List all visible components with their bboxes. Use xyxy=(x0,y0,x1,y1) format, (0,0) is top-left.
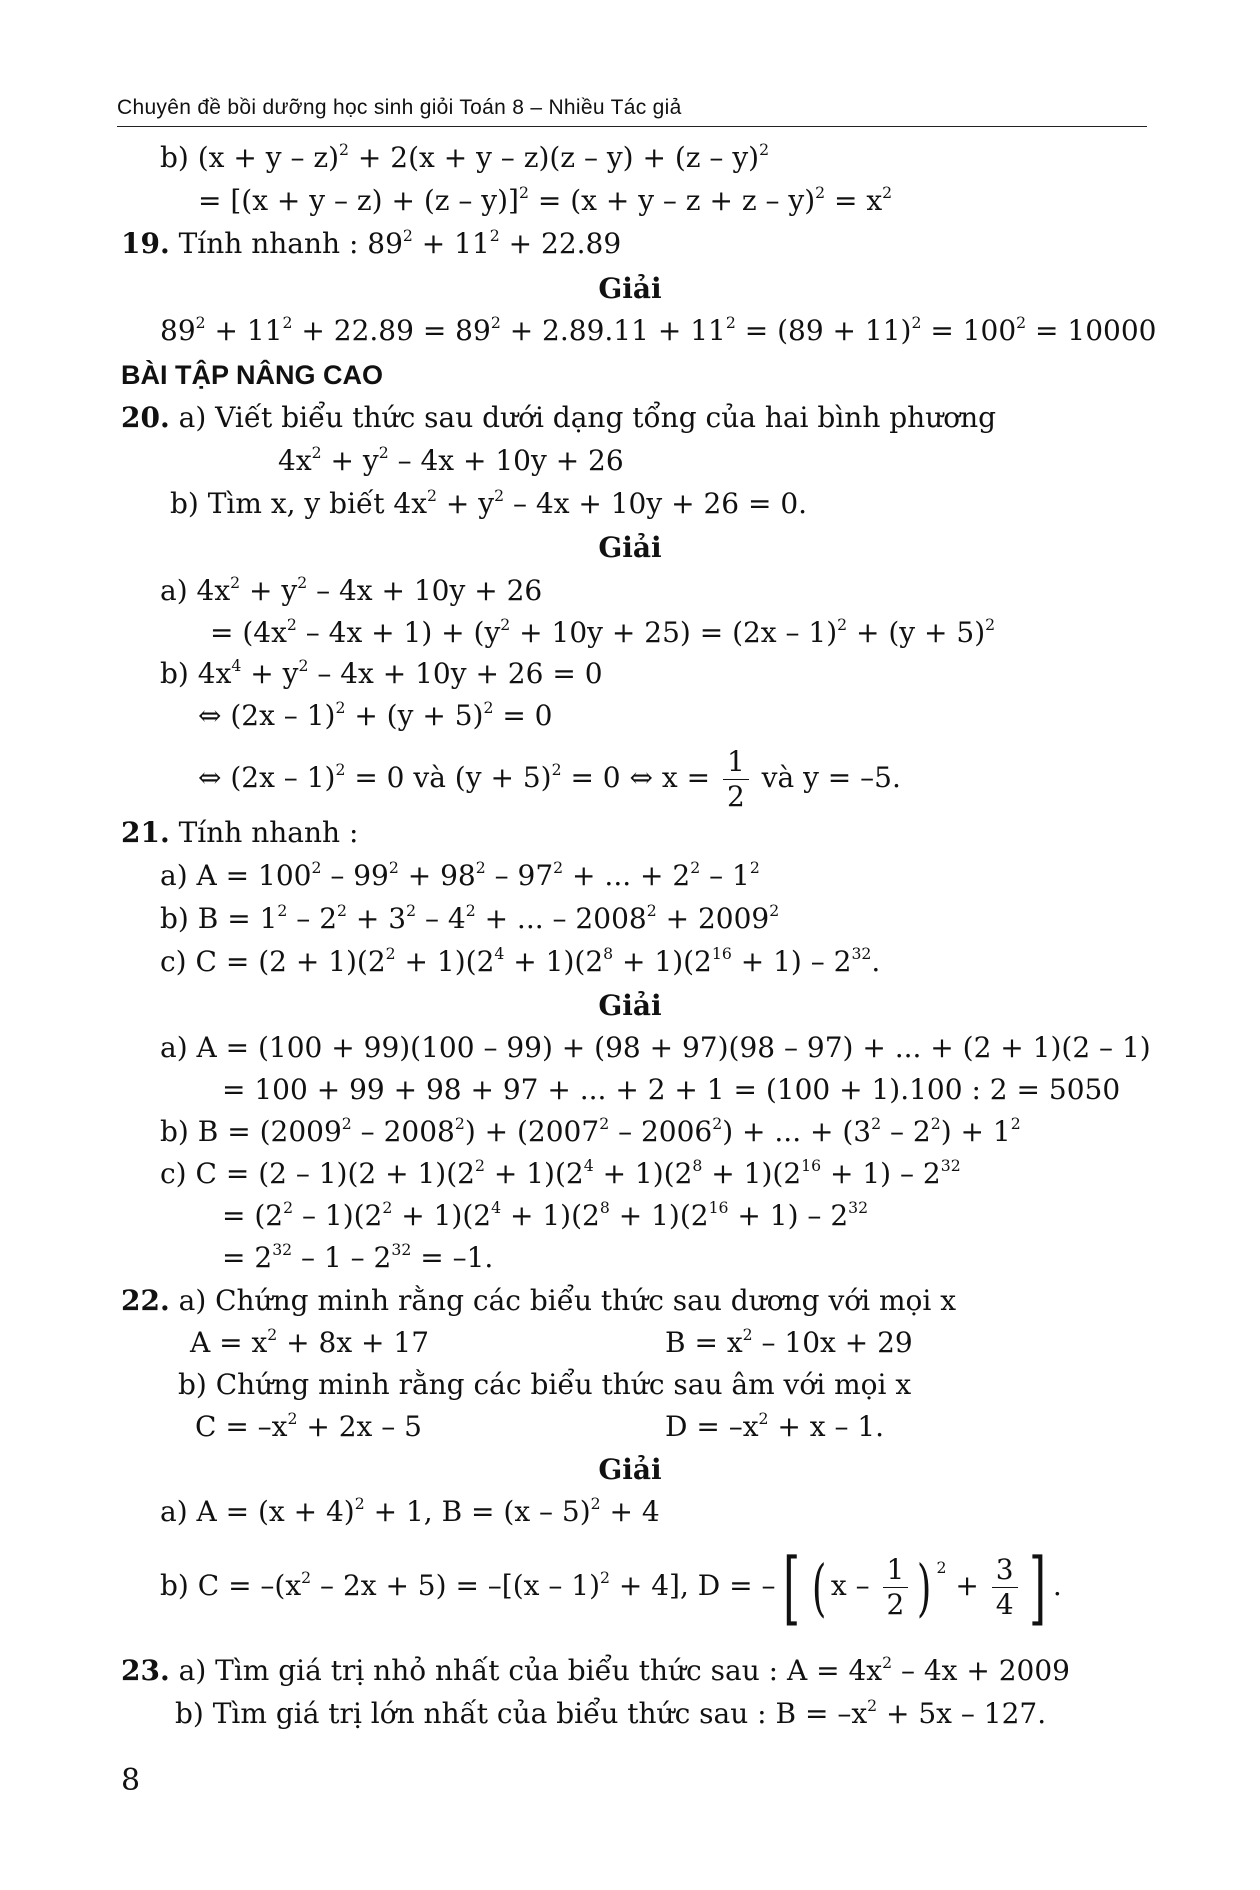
fraction-one-half: $\frac{1}{2}$ xyxy=(723,745,749,814)
fraction-three-quarters: $\frac{3}{4}$ xyxy=(992,1553,1018,1622)
ex22-expr-C: $C = -x^2 + 2x - 5$ xyxy=(195,1408,422,1443)
ex22-question-b: b) Chứng minh rằng các biểu thức sau âm với mọi x xyxy=(178,1368,912,1401)
ex19-solution: $89^2 + 11^2 + 22.89 = 89^2 + 2.89.11 + 11^2 = (89 + 11)^2 = 100^2 = 10000$ xyxy=(160,312,1157,347)
ex18b-line1: b) $(x + y - z)^2 + 2(x + y - z)(z - y) + (z - y)^2$ xyxy=(160,139,770,174)
fraction-one-half: $\frac{1}{2}$ xyxy=(883,1553,909,1622)
ex18b-line2: = $[(x + y - z) + (z - y)]^2 = (x + y - z + z - y)^2 = x^2$ xyxy=(198,182,893,217)
ex21-question-a: a) $A = 100^2 - 99^2 + 98^2 - 97^2$ + ... + $2^2 - 1^2$ xyxy=(160,857,760,892)
ex20-solution-b3: ⇔ (2x – 1)$^2$ = 0 và $(y + 5)^2 = 0$ ⇔ x = $\frac{1}{2}$ và y = –5. xyxy=(198,745,901,813)
ex20-question-a: 20. a) Viết biểu thức sau dưới dạng tổng của hai bình phương xyxy=(121,401,997,434)
ex22-expr-D: $D = -x^2 + x - 1$. xyxy=(665,1408,885,1443)
ex20-solution-a1: a) $4x^2 + y^2 - 4x + 10y + 26$ xyxy=(160,572,543,607)
ex20-expression: $4x^2 + y^2 - 4x + 10y + 26$ xyxy=(278,442,624,477)
ex20-solution-b1: b) $4x^4 + y^2 - 4x + 10y + 26 = 0$ xyxy=(160,655,603,690)
ex21-solution-c1: c) $C = (2 - 1)(2 + 1)(2^2 + 1)(2^4 + 1)(2^8 + 1)(2^{16} + 1) - 2^{32}$ xyxy=(160,1155,961,1190)
ex22-solution-b: b) $C = -(x^2 - 2x + 5) = -[(x - 1)^2 + 4]$, D = –[ ( x – $\frac{1}{2}$ ) $^2$ + $\frac{3}{4}$ ] . xyxy=(160,1540,1062,1634)
right-paren: ) xyxy=(917,1550,932,1624)
ex21-solution-a1: a) A = (100 + 99)(100 – 99) + (98 + 97)(98 – 97) + ... + (2 + 1)(2 – 1) xyxy=(160,1031,1151,1064)
ex22-solution-a: a) $A = (x + 4)^2 + 1$, B = (x – 5)$^2$ + 4 xyxy=(160,1493,660,1528)
ex20-solution-heading: Giải xyxy=(598,531,662,564)
left-bracket: [ xyxy=(782,1540,800,1634)
running-header: Chuyên đề bồi dưỡng học sinh giỏi Toán 8 – Nhiều Tác giả xyxy=(117,96,682,119)
ex22-question-a: 22. a) Chứng minh rằng các biểu thức sau dương với mọi x xyxy=(121,1284,957,1317)
ex20-solution-a2: = $(4x^2 - 4x + 1) + (y^2 + 10y + 25) = (2x - 1)^2 + (y + 5)^2$ xyxy=(210,614,996,649)
ex21-solution-heading: Giải xyxy=(598,989,662,1022)
ex21-question-b: b) $B = 1^2 - 2^2 + 3^2 - 4^2$ + ... – $2008^2 + 2009^2$ xyxy=(160,900,780,935)
ex21-solution-c3: = $2^{32} - 1 - 2^{32} = -1$. xyxy=(222,1239,494,1274)
ex21-question-c: c) $C = (2 + 1)(2^2 + 1)(2^4 + 1)(2^8 + 1)(2^{16} + 1) - 2^{32}$. xyxy=(160,943,881,978)
ex21-solution-c2: = $(2^2 - 1)(2^2 + 1)(2^4 + 1)(2^8 + 1)(2^{16} + 1) - 2^{32}$ xyxy=(222,1197,869,1232)
ex21-question: 21. Tính nhanh : xyxy=(121,816,359,849)
ex22-expr-A: $A = x^2 + 8x + 17$ xyxy=(190,1324,430,1359)
ex20-question-b: b) Tìm x, y biết $4x^2 + y^2 - 4x + 10y + 26 = 0$. xyxy=(170,485,808,520)
ex22-solution-heading: Giải xyxy=(598,1453,662,1486)
ex21-solution-b: b) $B = (2009^2 - 2008^2) + (2007^2 - 2006^2)$ + ... + $(3^2 - 2^2) + 1^2$ xyxy=(160,1113,1021,1148)
ex21-solution-a2: = 100 + 99 + 98 + 97 + ... + 2 + 1 = (100 + 1).100 : 2 = 5050 xyxy=(222,1073,1121,1106)
ex19-number: 19. xyxy=(121,227,170,260)
ex20-solution-b2: ⇔ $(2x - 1)^2 + (y + 5)^2 = 0$ xyxy=(198,697,553,732)
ex23-question-a: 23. a) Tìm giá trị nhỏ nhất của biểu thức sau : $A = 4x^2 - 4x + 2009$ xyxy=(121,1652,1070,1687)
right-bracket: ] xyxy=(1028,1540,1046,1634)
ex19-solution-heading: Giải xyxy=(598,272,662,305)
header-rule xyxy=(117,126,1147,127)
left-paren: ( xyxy=(811,1550,827,1624)
ex23-question-b: b) Tìm giá trị lớn nhất của biểu thức sau : $B = -x^2 + 5x - 127$. xyxy=(175,1695,1047,1730)
page-number: 8 xyxy=(121,1763,141,1798)
ex19-question: 19. Tính nhanh : $89^2 + 11^2 + 22.89$ xyxy=(121,225,622,260)
section-title-advanced: BÀI TẬP NÂNG CAO xyxy=(121,360,384,390)
ex22-expr-B: $B = x^2 - 10x + 29$ xyxy=(665,1324,913,1359)
